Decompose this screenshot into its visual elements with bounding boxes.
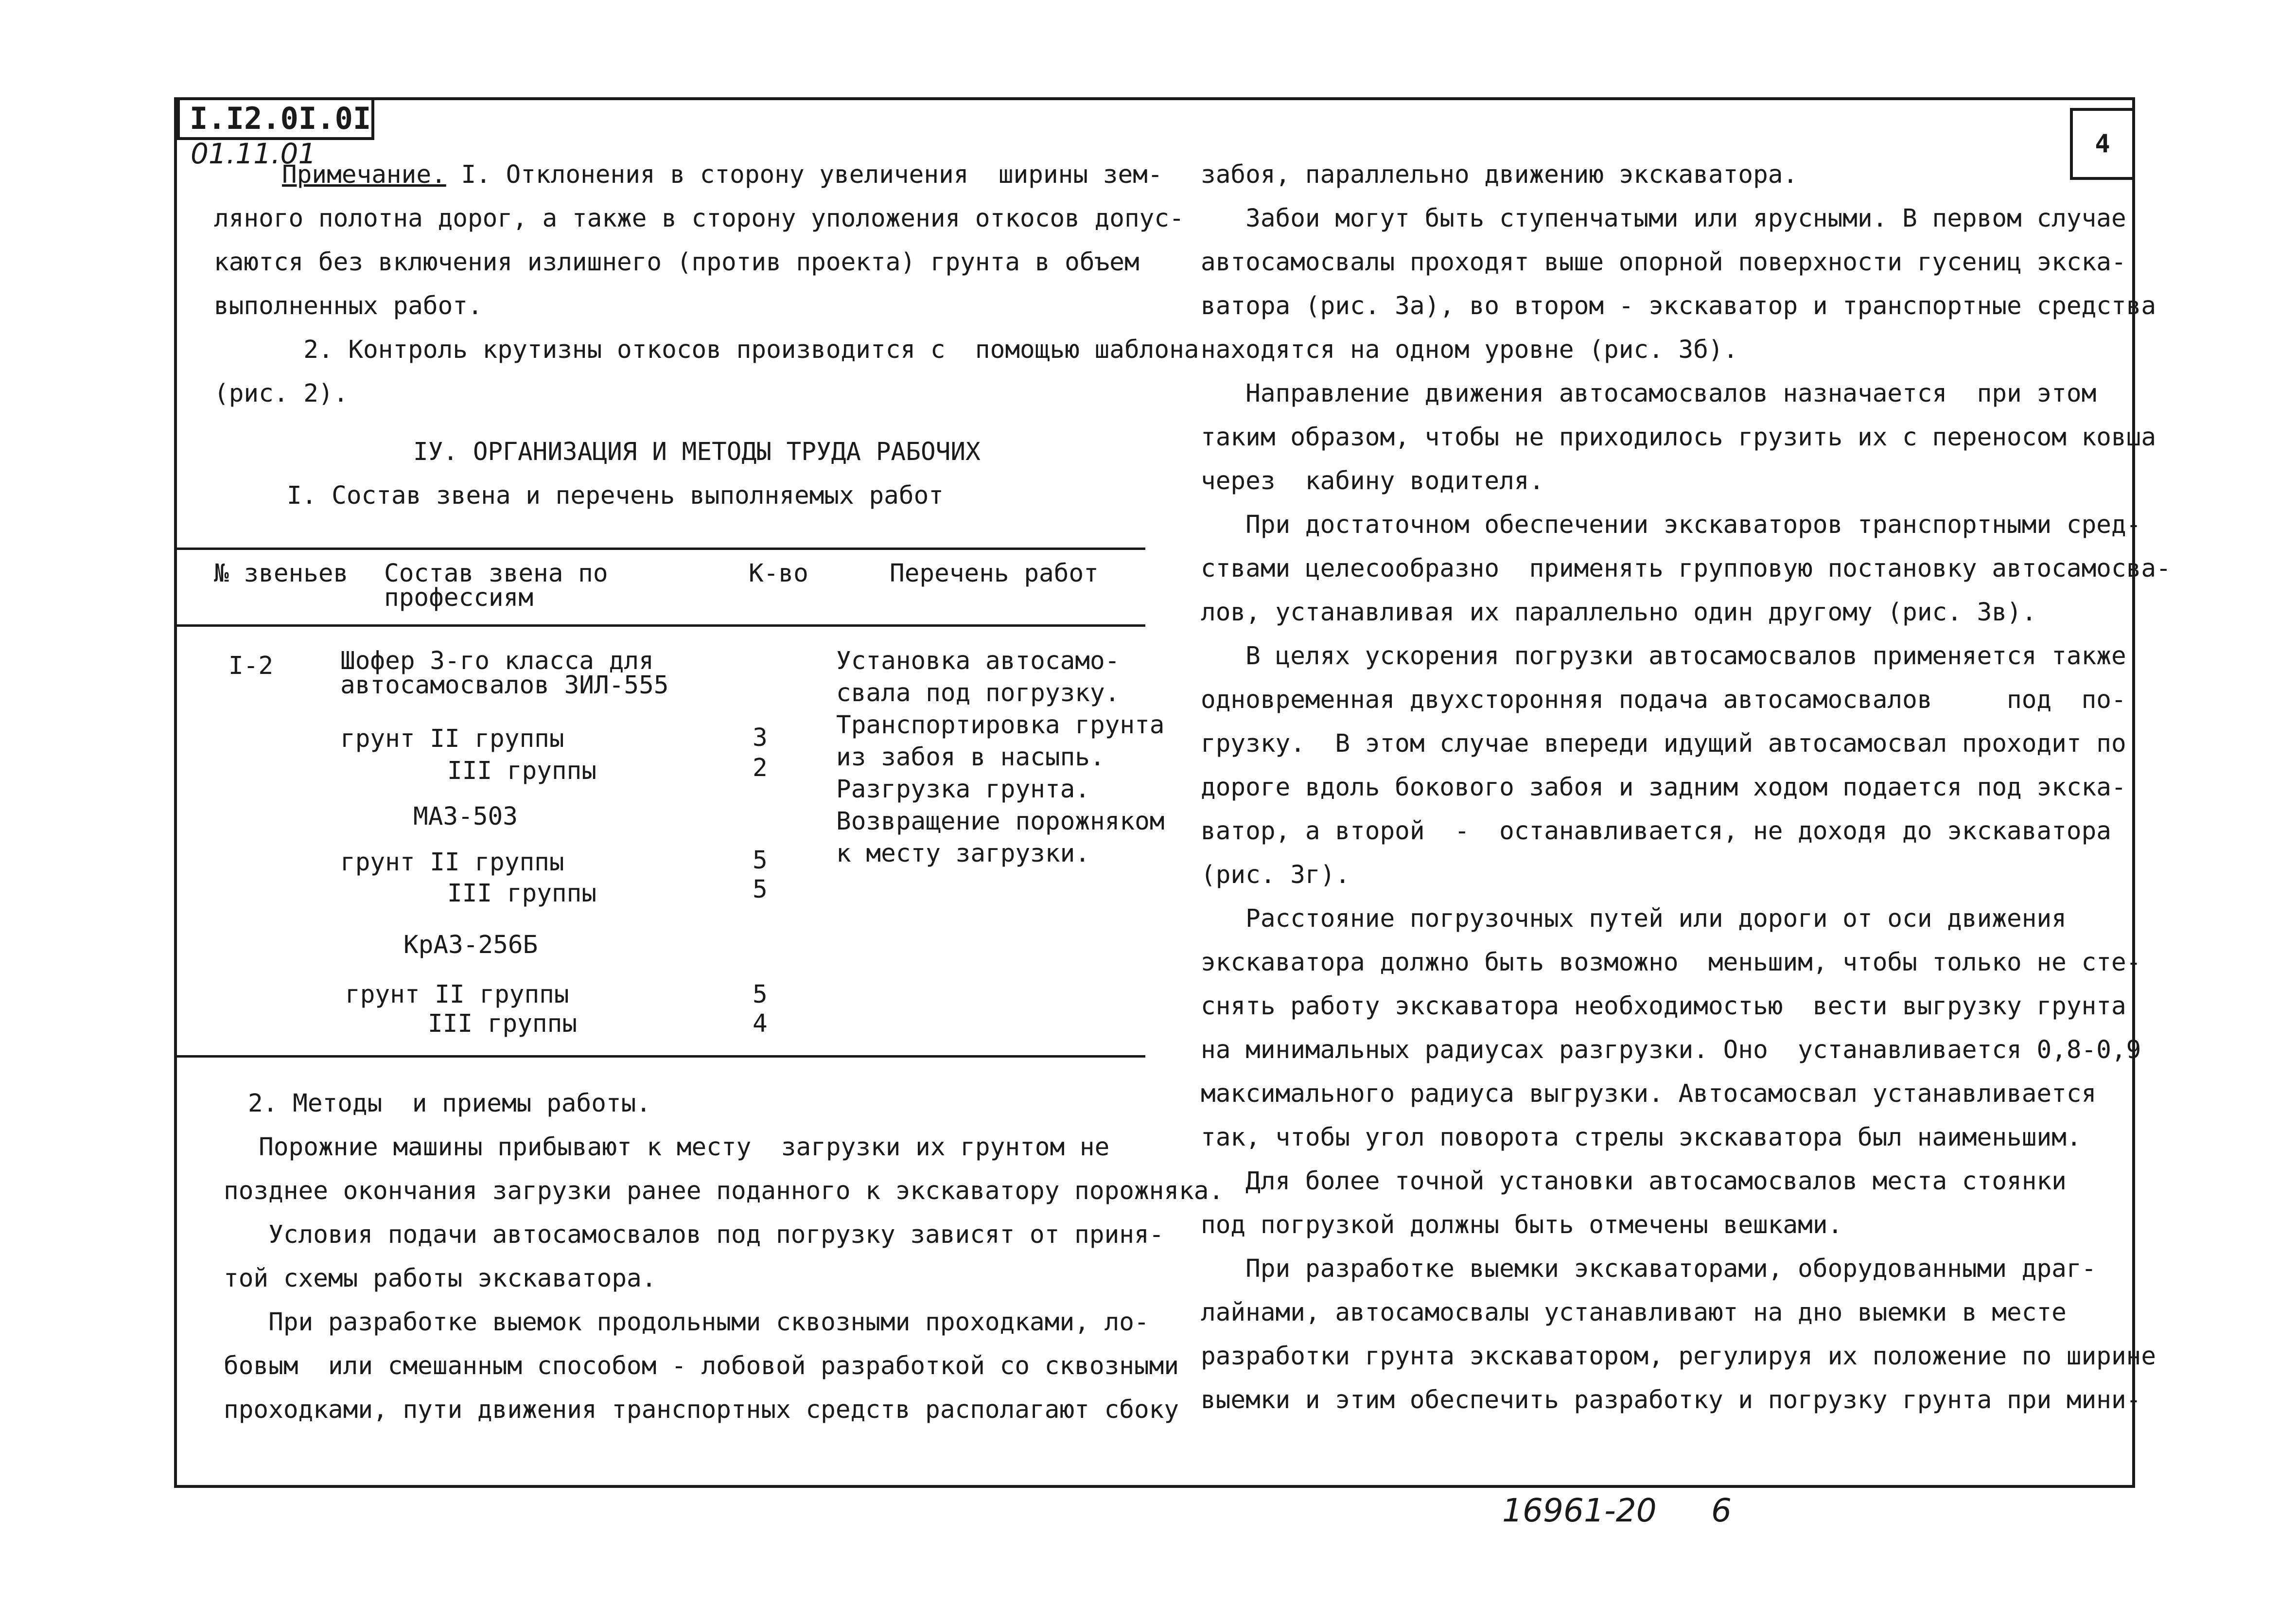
right-line: экскаватора должно быть возможно меньшим, чтобы только не сте- — [1201, 948, 2141, 977]
methods-line-2: позднее окончания загрузки ранее поданного к экскаватору порожняка. — [224, 1177, 1224, 1205]
right-line: разработки грунта экскаватором, регулируя их положение по ширине — [1201, 1342, 2156, 1371]
right-line: В целях ускорения погрузки автосамосвалов применяется также — [1201, 642, 2126, 671]
note-line-1 — [282, 160, 1163, 190]
right-line: дороге вдоль бокового забоя и задним ходом подается под экска- — [1201, 773, 2126, 802]
right-line: лайнами, автосамосвалы устанавливают на дно выемки в месте — [1201, 1298, 2067, 1327]
table-header-composition-2: профессиям — [384, 583, 534, 612]
right-line: таким образом, чтобы не приходилось грузить их с переносом ковша — [1201, 423, 2156, 452]
composition-line: III группы — [447, 757, 597, 785]
right-line: через кабину водителя. — [1201, 467, 1544, 495]
methods-line-1: Порожние машины прибывают к месту загрузки их грунтом не — [214, 1133, 1110, 1162]
table-row-id: I-2 — [228, 652, 274, 680]
methods-line-6: бовым или смешанным способом - лобовой разработкой со сквозными — [224, 1352, 1179, 1380]
table-header-composition: Состав звена по — [384, 559, 608, 588]
table-header-unit-number: № звеньев — [214, 559, 349, 588]
right-line: автосамосвалы проходят выше опорной поверхности гусениц экска- — [1201, 248, 2126, 277]
works-line: Транспортировка грунта — [836, 711, 1165, 740]
right-line: на минимальных радиусах разгрузки. Оно устанавливается 0,8-0,9 — [1201, 1036, 2141, 1064]
page-number: 4 — [2070, 108, 2132, 180]
page-frame-left-edge — [174, 97, 177, 1488]
right-line: ватор, а второй - останавливается, не доходя до экскаватора — [1201, 817, 2111, 846]
works-line: Разгрузка грунта. — [836, 775, 1090, 804]
works-line: Возвращение порожняком — [836, 807, 1165, 836]
methods-line-3: Условия подачи автосамосвалов под погрузку зависят от приня- — [224, 1220, 1164, 1249]
right-line: Забои могут быть ступенчатыми или ярусными. В первом случае — [1201, 204, 2126, 233]
right-line: При разработке выемки экскаваторами, оборудованными драг- — [1201, 1255, 2097, 1283]
methods-line-7: проходками, пути движения транспортных средств располагают сбоку — [224, 1396, 1179, 1424]
note-line-2: ляного полотна дорог, а также в сторону уположения откосов допус- — [214, 204, 1184, 233]
note-text: I. Отклонения в сторону увеличения ширины зем- — [446, 160, 1163, 189]
right-line: находятся на одном уровне (рис. 3б). — [1201, 336, 1738, 364]
table-bottom-rule — [174, 1055, 1145, 1058]
footer-archive-code: 16961-20 — [1502, 1492, 1657, 1529]
composition-line: МАЗ-503 — [413, 802, 518, 831]
table-top-rule — [174, 548, 1145, 550]
table-header-count: К-во — [749, 559, 808, 588]
works-line: свала под погрузку. — [836, 679, 1120, 707]
right-line: Для более точной установки автосамосвалов места стоянки — [1201, 1167, 2067, 1196]
composition-line: автосамосвалов ЗИЛ-555 — [340, 671, 669, 700]
note-line-5: 2. Контроль крутизны откосов производится с помощью шаблона — [214, 336, 1199, 364]
right-line: максимального радиуса выгрузки. Автосамосвал устанавливается — [1201, 1079, 2097, 1108]
count-value: 4 — [753, 1009, 768, 1038]
right-line: ватора (рис. 3а), во втором - экскаватор и транспортные средства — [1201, 292, 2156, 320]
right-line: При достаточном обеспечении экскаваторов транспортными сред- — [1201, 511, 2141, 539]
right-line: так, чтобы угол поворота стрелы экскаватора был наименьшим. — [1201, 1123, 2082, 1152]
works-line: к месту загрузки. — [836, 839, 1090, 868]
right-line: грузку. В этом случае впереди идущий автосамосвал проходит по — [1201, 729, 2126, 758]
count-value: 2 — [753, 754, 768, 782]
right-line: снять работу экскаватора необходимостью вести выгрузку грунта — [1201, 992, 2126, 1021]
subsection-title: I. Состав звена и перечень выполняемых работ — [287, 481, 944, 510]
note-label: Примечание. — [282, 160, 446, 189]
works-line: из забоя в насыпь. — [836, 743, 1105, 772]
right-line: под погрузкой должны быть отмечены вешками. — [1201, 1211, 1843, 1239]
right-line: (рис. 3г). — [1201, 861, 1350, 889]
composition-line: III группы — [428, 1009, 578, 1038]
right-line: выемки и этим обеспечить разработку и погрузку грунта при мини- — [1201, 1386, 2141, 1414]
footer-sheet-number: 6 — [1711, 1492, 1732, 1529]
right-line: Направление движения автосамосвалов назначается при этом — [1201, 379, 2097, 408]
composition-line: КрАЗ-256Б — [403, 931, 538, 959]
section-title: IУ. ОРГАНИЗАЦИЯ И МЕТОДЫ ТРУДА РАБОЧИХ — [413, 438, 981, 466]
table-header-works: Перечень работ — [890, 559, 1099, 588]
composition-line: грунт II группы — [345, 980, 569, 1009]
note-line-4: выполненных работ. — [214, 292, 483, 320]
note-line-6: (рис. 2). — [214, 379, 349, 408]
count-value: 5 — [753, 980, 768, 1009]
methods-line-4: той схемы работы экскаватора. — [224, 1264, 657, 1293]
composition-line: Шофер 3-го класса для — [340, 647, 654, 675]
composition-line: III группы — [447, 879, 597, 908]
table-header-rule — [174, 624, 1145, 627]
right-line: Расстояние погрузочных путей или дороги от оси движения — [1201, 904, 2067, 933]
note-line-3: каются без включения излишнего (против проекта) грунта в объем — [214, 248, 1139, 277]
methods-title: 2. Методы и приемы работы. — [248, 1089, 651, 1118]
right-line: одновременная двухсторонняя подача автосамосвалов под по- — [1201, 686, 2126, 714]
methods-line-5: При разработке выемок продольными сквозными проходками, ло- — [224, 1308, 1149, 1337]
right-line: забоя, параллельно движению экскаватора. — [1201, 160, 1798, 189]
right-line: лов, устанавливая их параллельно один другому (рис. 3в). — [1201, 598, 2037, 627]
composition-line: грунт II группы — [340, 848, 564, 877]
right-line: ствами целесообразно применять групповую постановку автосамосва- — [1201, 554, 2171, 583]
document-code: I.I2.0I.0I — [177, 97, 374, 140]
count-value: 5 — [753, 875, 768, 904]
composition-line: грунт II группы — [340, 724, 564, 753]
works-line: Установка автосамо- — [836, 647, 1120, 675]
count-value: 5 — [753, 846, 768, 875]
count-value: 3 — [753, 724, 768, 752]
document-date: 01.11.01 — [191, 137, 316, 170]
